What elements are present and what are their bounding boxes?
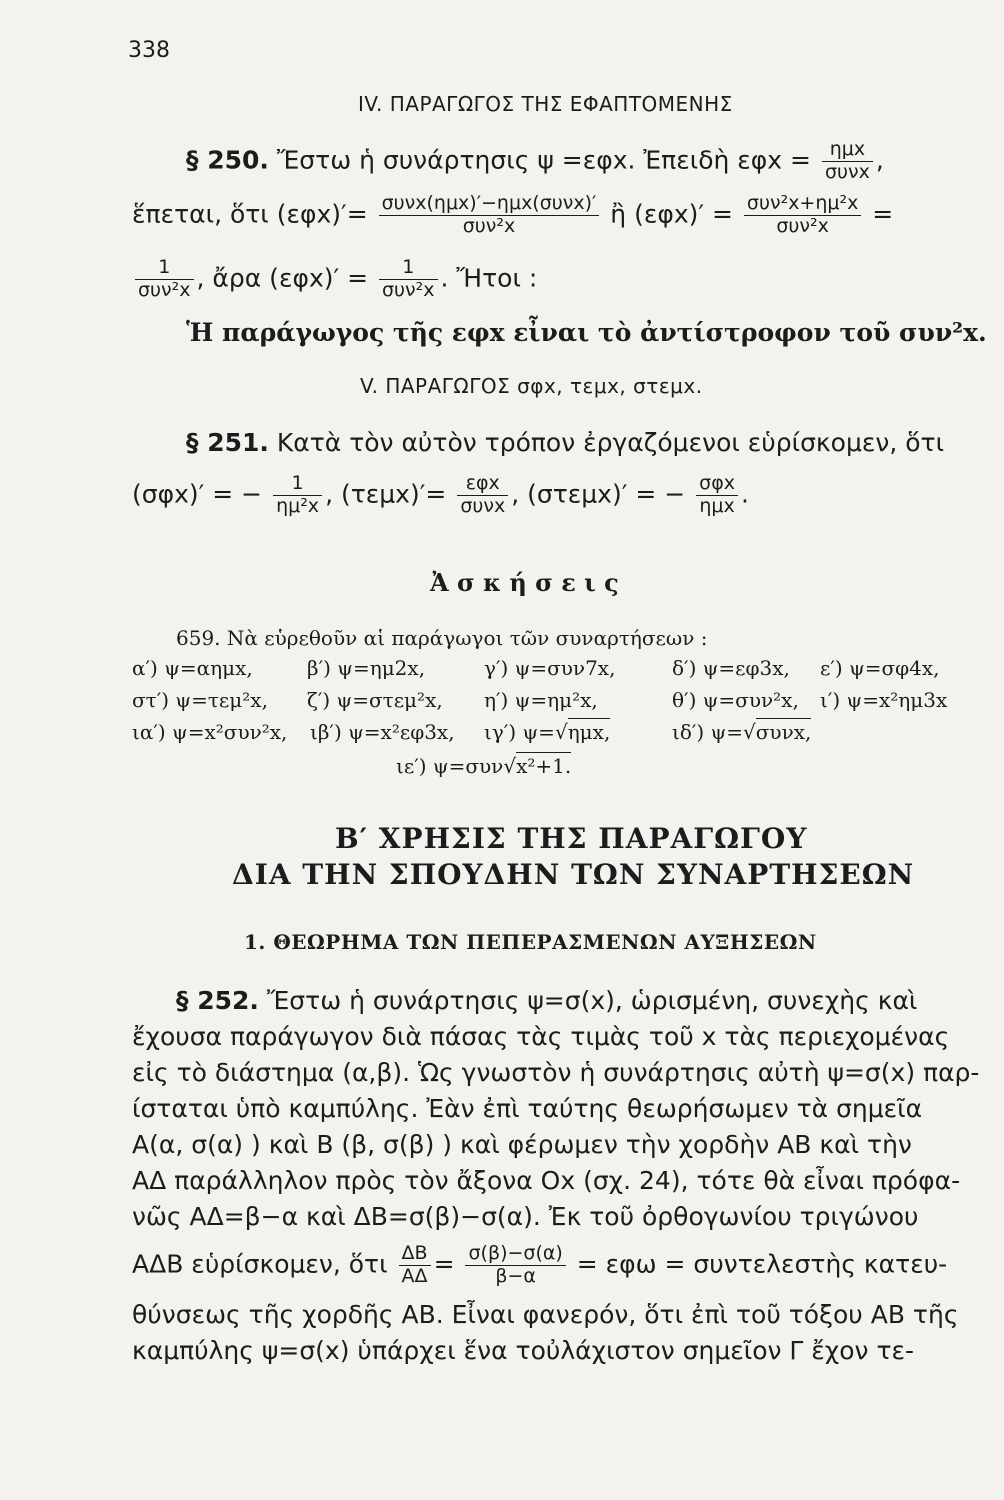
punctuation: . <box>740 479 749 509</box>
fraction-hmx-synx <box>822 140 873 183</box>
fraction-one-over-cos2 <box>135 258 194 301</box>
para-251-formulas <box>132 474 749 517</box>
part-b-title-line1: Β′ ΧΡΗΣΙΣ ΤΗΣ ΠΑΡΑΓΩΓΟΥ <box>335 822 808 855</box>
para-252-line9: θύνσεως τῆς χορδῆς ΑΒ. Εἶναι φανερόν, ὅτι ἐπὶ τοῦ τόξου ΑΒ τῆς <box>132 1300 959 1329</box>
para-252-line10: καμπύλης ψ=σ(x) ὑπάρχει ἕνα τοὐλάχιστον σημεῖον Γ ἔχον τε- <box>132 1336 915 1365</box>
fraction-denominator: ημ²x <box>276 494 320 517</box>
fraction-denominator: ΑΔ <box>401 1264 428 1287</box>
radical-sign: √ <box>554 720 568 744</box>
fraction-numerator: 1 <box>273 474 322 496</box>
exercise-item: θ′) ψ=συν²x, <box>672 688 799 712</box>
fraction-denominator: συν²x <box>138 278 191 301</box>
para-252-line4: ίσταται ὑπὸ καμπύλης. Ἐὰν ἐπὶ ταύτης θεωρήσωμεν τὰ σημεῖα <box>132 1094 923 1123</box>
exercise-item: α′) ψ=αημx, <box>132 656 253 680</box>
theorem-statement: Ἡ παράγωγος τῆς εφx εἶναι τὸ ἀντίστροφον τοῦ συν²x. <box>186 318 987 347</box>
fraction-numerator: ημx <box>822 140 873 162</box>
equals-sign: = <box>872 199 894 229</box>
exercise-item: στ′) ψ=τεμ²x, <box>132 688 268 712</box>
fraction-numerator: εφx <box>457 474 508 496</box>
section-iv-heading: IV. ΠΑΡΑΓΩΓΟΣ ΤΗΣ ΕΦΑΠΤΟΜΕΝΗΣ <box>358 92 733 116</box>
exercise-item: ε′) ψ=σφ4x, <box>820 656 940 680</box>
fraction-numerator: ΔΒ <box>399 1244 431 1266</box>
para-252-line3: εἰς τὸ διάστημα (α,β). Ὡς γνωστὸν ἡ συνάρτησις αὐτὴ ψ=σ(x) παρ- <box>132 1058 980 1087</box>
exercise-label: ιγ′) ψ= <box>484 720 555 744</box>
exercise-label: ιδ′) ψ= <box>672 720 744 744</box>
para-252-line1 <box>176 986 917 1015</box>
para-250-line1 <box>186 140 884 183</box>
exercise-item: ια′) ψ=x²συν²x, <box>132 720 288 744</box>
fraction-numerator: συν²x+ημ²x <box>744 194 861 216</box>
radical-sign: √ <box>743 720 756 744</box>
radicand: x²+1. <box>516 754 572 778</box>
para-250-line2 <box>132 194 893 237</box>
line-end: = εφω = συντελεστὴς κατευ- <box>576 1249 948 1279</box>
cot-derivative-fraction <box>273 474 322 517</box>
exercise-item: β′) ψ=ημ2x, <box>307 656 426 680</box>
fraction-one-over-cos2 <box>379 258 438 301</box>
para-251-text: Κατὰ τὸν αὐτὸν τρόπον ἐργαζόμενοι εὑρίσκομεν, ὅτι <box>276 428 945 457</box>
para-252-line7: νῶς ΑΔ=β−α καὶ ΔΒ=σ(β)−σ(α). Ἐκ τοῦ ὀρθογωνίου τριγώνου <box>132 1202 919 1231</box>
fraction-numerator: σ(β)−σ(α) <box>465 1244 565 1266</box>
conclusion-text: , ἄρα (εφx)′ = <box>196 263 369 293</box>
para-251-number: § 251. <box>186 428 269 457</box>
fraction-numerator: 1 <box>379 258 438 280</box>
sec-derivative-fraction <box>457 474 508 517</box>
exercise-row-4 <box>396 754 571 778</box>
fraction-numerator: συνx(ημx)′−ημx(συνx)′ <box>379 194 600 216</box>
csc-derivative-fraction <box>696 474 738 517</box>
para-251-line1 <box>186 428 944 457</box>
derivative-lhs: ἕπεται, ὅτι (εφx)′= <box>132 199 368 229</box>
para-252-line2: ἔχουσα παράγωγον διὰ πάσας τὰς τιμὰς τοῦ x τὰς περιεχομένας <box>132 1022 950 1051</box>
fraction-numerator: 1 <box>135 258 194 280</box>
exercise-item: ιβ′) ψ=x²εφ3x, <box>310 720 455 744</box>
part-b-title-line2: ΔΙΑ ΤΗΝ ΣΠΟΥΔΗΝ ΤΩΝ ΣΥΝΑΡΤΗΣΕΩΝ <box>232 858 915 891</box>
para-252-line8 <box>132 1244 947 1287</box>
page-number: 338 <box>128 38 170 63</box>
exercise-item: δ′) ψ=εφ3x, <box>672 656 790 680</box>
exercise-item <box>672 720 811 744</box>
fraction-denominator: β−α <box>495 1264 536 1287</box>
exercise-item: η′) ψ=ημ²x, <box>484 688 598 712</box>
fraction-denominator: συνx <box>824 160 870 183</box>
fraction-denominator: συν²x <box>462 214 516 237</box>
identity-fraction <box>744 194 861 237</box>
radicand: ημx, <box>567 720 611 744</box>
quotient-rule-fraction <box>379 194 600 237</box>
csc-derivative-lhs: , (στεμx)′ = − <box>511 479 686 509</box>
ratio-fraction <box>399 1244 431 1287</box>
fraction-denominator: συν²x <box>382 278 435 301</box>
fraction-denominator: ημx <box>699 494 735 517</box>
para-252-line6: ΑΔ παράλληλον πρὸς τὸν ἄξονα Οx (σχ. 24), τότε θὰ εἶναι πρόφα- <box>132 1166 961 1195</box>
exercise-item: γ′) ψ=συν7x, <box>484 656 616 680</box>
fraction-numerator: σφx <box>696 474 738 496</box>
conclusion-end: . Ἤτοι : <box>440 263 538 293</box>
difference-quotient-fraction <box>465 1244 565 1287</box>
para-252-text: Ἔστω ἡ συνάρτησις ψ=σ(x), ὡρισμένη, συνεχὴς καὶ <box>266 986 918 1015</box>
sec-derivative-lhs: , (τεμx)′= <box>325 479 447 509</box>
section-v-heading: V. ΠΑΡΑΓΩΓΟΣ σφx, τεμx, στεμx. <box>360 374 703 398</box>
para-250-line3 <box>132 258 537 301</box>
fraction-denominator: συνx <box>460 494 506 517</box>
para-250-number: § 250. <box>186 145 269 175</box>
equals-sign: = <box>433 1249 455 1279</box>
cot-derivative-lhs: (σφx)′ = − <box>132 479 263 509</box>
radical-sign: √ <box>503 754 517 778</box>
para-252-line5: Α(α, σ(α) ) καὶ Β (β, σ(β) ) καὶ φέρωμεν τὴν χορδὴν ΑΒ καὶ τὴν <box>132 1130 912 1159</box>
part-b-subtitle: 1. ΘΕΩΡΗΜΑ ΤΩΝ ΠΕΠΕΡΑΣΜΕΝΩΝ ΑΥΞΗΣΕΩΝ <box>244 930 817 954</box>
exercises-heading: Ἀ σ κ ή σ ε ι ς <box>430 568 619 597</box>
exercise-item <box>484 720 610 744</box>
para-252-number: § 252. <box>176 986 259 1015</box>
para-250-text: Ἔστω ἡ συνάρτησις ψ =εφx. Ἐπειδὴ εφx = <box>276 145 811 175</box>
exercise-item: ζ′) ψ=στεμ²x, <box>307 688 443 712</box>
exercise-label: ιε′) ψ=συν <box>396 754 504 778</box>
exercise-659-intro: 659. Νὰ εὑρεθοῦν αἱ παράγωγοι τῶν συναρτήσεων : <box>176 626 708 650</box>
line-start: ΑΔΒ εὑρίσκομεν, ὅτι <box>132 1249 388 1279</box>
fraction-denominator: συν²x <box>776 214 829 237</box>
exercise-item: ι′) ψ=x²ημ3x <box>820 688 948 712</box>
derivative-equality: ἢ (εφx)′ = <box>610 199 733 229</box>
punctuation: , <box>875 145 884 175</box>
radicand: συνx, <box>755 720 812 744</box>
